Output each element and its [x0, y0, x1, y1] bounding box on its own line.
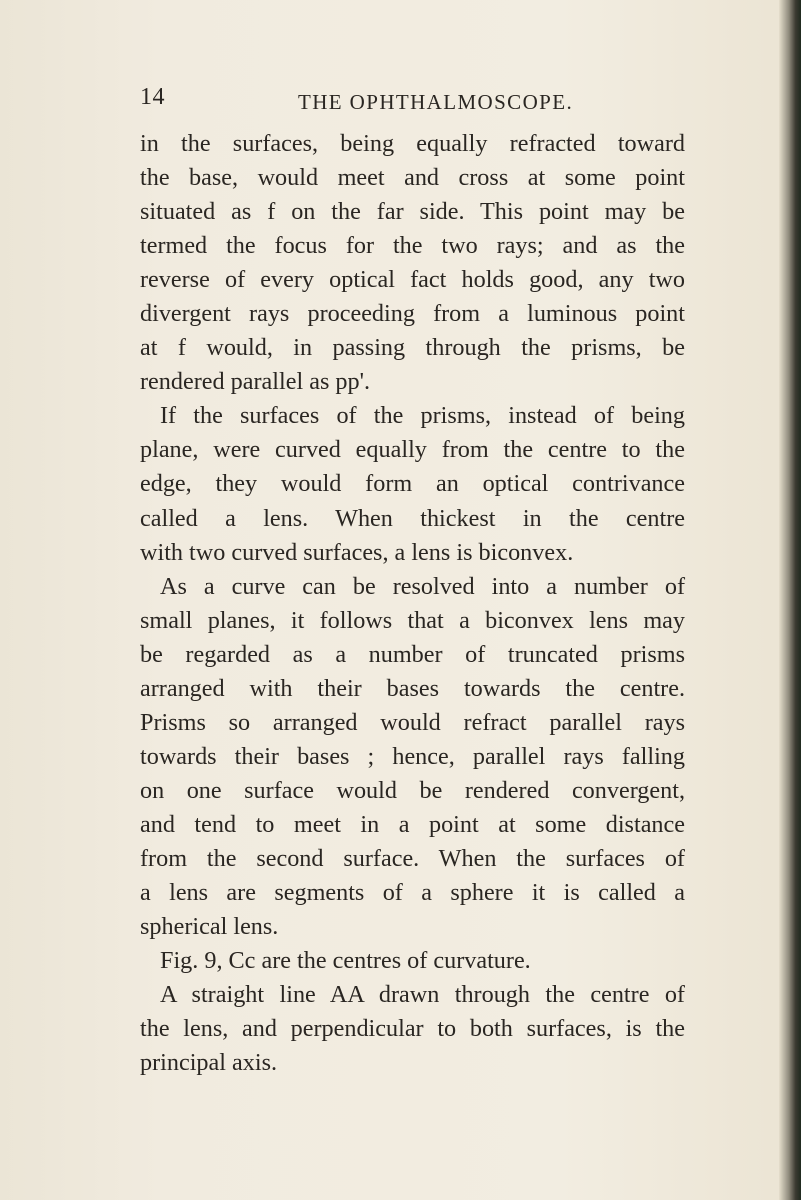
- text-line: from the second surface. When the surfaces of: [140, 844, 685, 872]
- text-line: the base, would meet and cross at some point: [140, 164, 685, 192]
- text-line: at f would, in passing through the prisms, be: [140, 334, 685, 362]
- text-line: be regarded as a number of truncated prisms: [140, 640, 685, 668]
- text-line: A straight line AA drawn through the centre of: [160, 981, 685, 1009]
- text-line: spherical lens.: [140, 913, 279, 941]
- text-line: As a curve can be resolved into a number of: [160, 572, 685, 600]
- text-line: divergent rays proceeding from a luminous point: [140, 300, 685, 328]
- text-line: on one surface would be rendered convergent,: [140, 776, 685, 804]
- text-line: plane, were curved equally from the centre to the: [140, 436, 685, 464]
- text-line: with two curved surfaces, a lens is biconvex.: [140, 538, 574, 566]
- text-line: edge, they would form an optical contrivance: [140, 470, 685, 498]
- body-text: [140, 127, 685, 1080]
- text-line: a lens are segments of a sphere it is called a: [140, 879, 685, 907]
- text-line: If the surfaces of the prisms, instead of being: [160, 402, 685, 430]
- text-line: Prisms so arranged would refract parallel rays: [140, 708, 685, 736]
- text-line: Fig. 9, Cc are the centres of curvature.: [160, 947, 531, 975]
- page-number: 14: [140, 84, 165, 110]
- text-line: situated as f on the far side. This point may be: [140, 198, 685, 226]
- text-line: in the surfaces, being equally refracted toward: [140, 130, 685, 157]
- text-line: small planes, it follows that a biconvex lens may: [140, 606, 685, 634]
- running-head: THE OPHTHALMOSCOPE.: [298, 90, 574, 114]
- page-header: [140, 84, 700, 118]
- text-line: towards their bases ; hence, parallel rays falling: [140, 742, 685, 770]
- text-line: called a lens. When thickest in the centre: [140, 504, 685, 532]
- text-line: the lens, and perpendicular to both surfaces, is the: [140, 1015, 685, 1043]
- text-line: arranged with their bases towards the centre.: [140, 674, 685, 702]
- text-line: reverse of every optical fact holds good, any two: [140, 266, 685, 294]
- text-line: and tend to meet in a point at some distance: [140, 810, 685, 838]
- book-binding-edge: [779, 0, 801, 1200]
- text-line: termed the focus for the two rays; and as the: [140, 232, 685, 260]
- text-line: rendered parallel as pp'.: [140, 368, 370, 396]
- text-line: principal axis.: [140, 1049, 278, 1077]
